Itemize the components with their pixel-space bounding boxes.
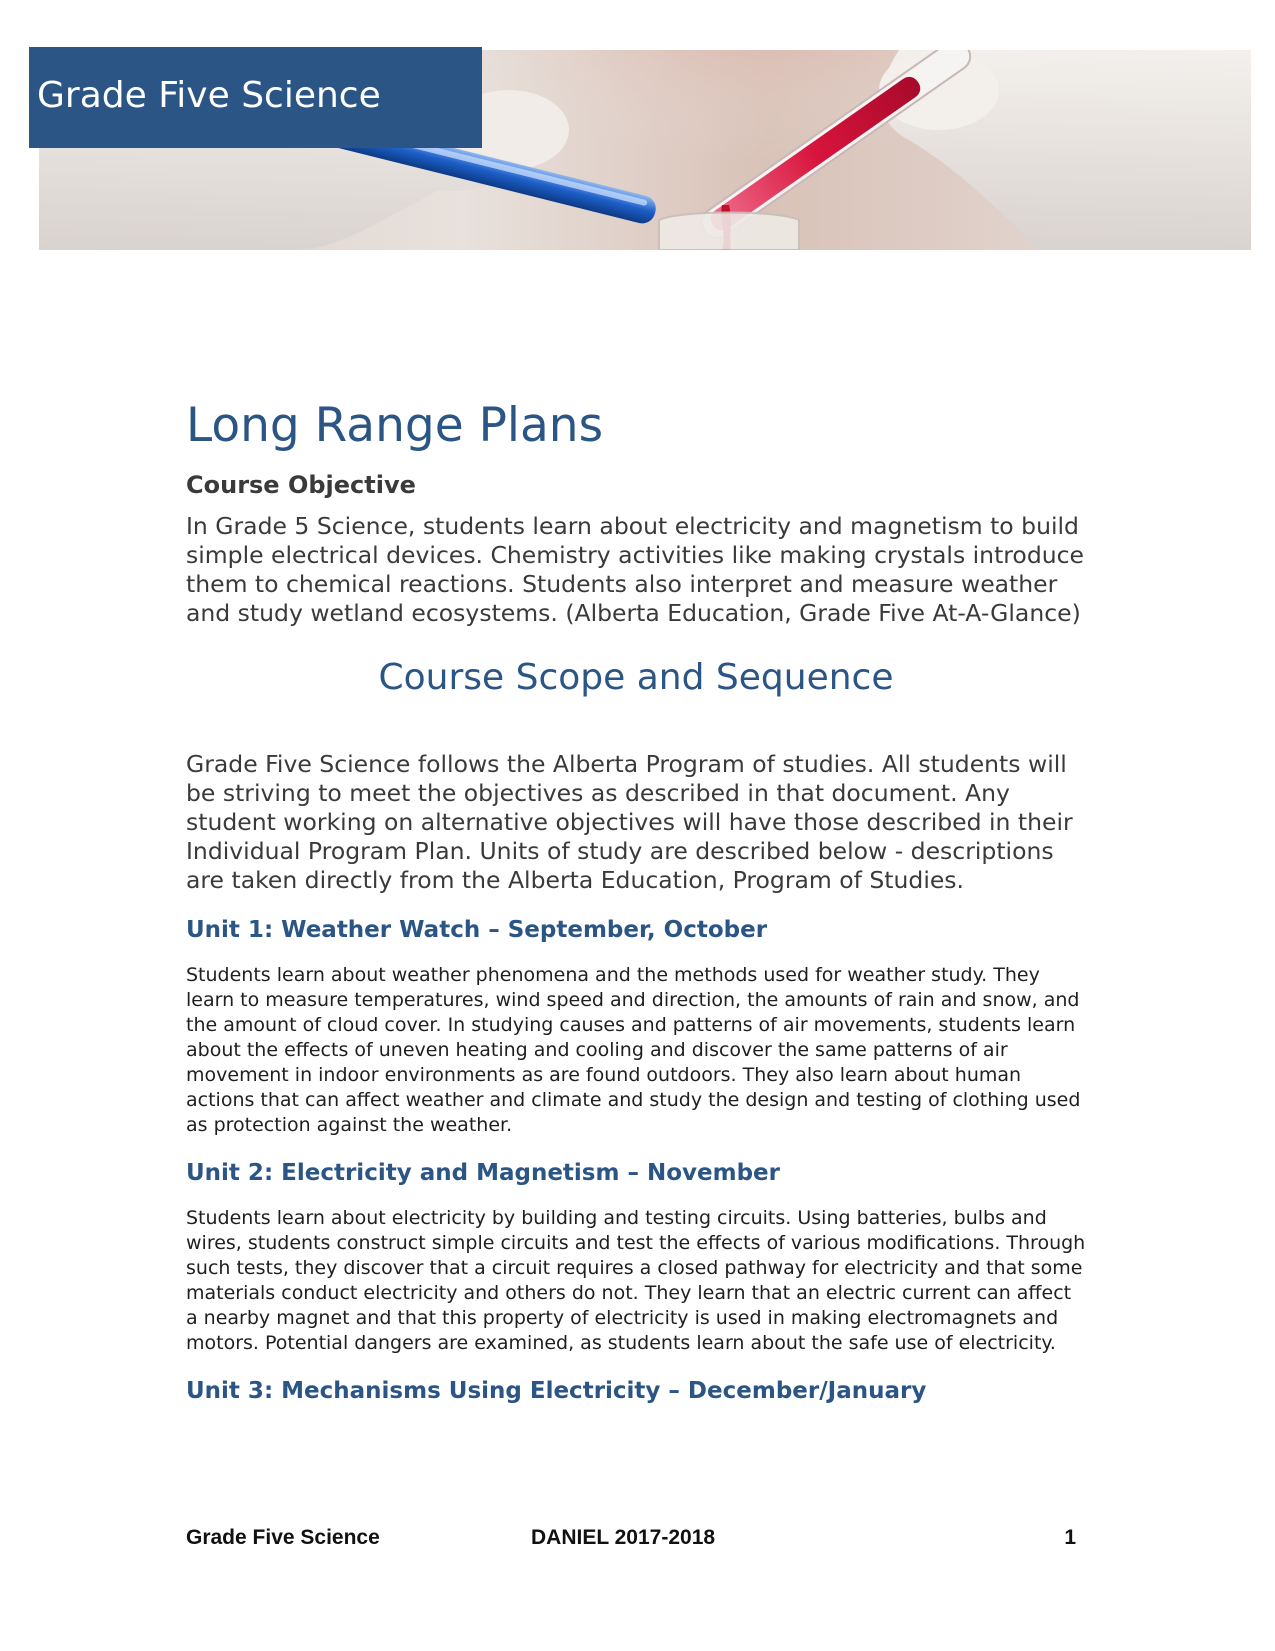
- unit-2-description: Students learn about electricity by building and testing circuits. Using batteries, bulbs and wires, students construct simple circuits and test the effects of various modifications. Through such tests, they discover that a circuit requires a closed pathway for electricity and that some materials conduct electricity and others do not. They learn that an electric current can affect a nearby magnet and that this property of electricity is used in making electromagnets and motors. Potential dangers are examined, as students learn about the safe use of electricity.: [186, 1207, 1086, 1354]
- unit-1-heading: Unit 1: Weather Watch – September, October: [186, 917, 768, 943]
- page-number: 1: [1064, 1526, 1076, 1549]
- scope-title: Course Scope and Sequence: [378, 657, 894, 698]
- footer-author-year: DANIEL 2017-2018: [531, 1526, 716, 1549]
- document-body: [186, 396, 1086, 1406]
- page-title: Long Range Plans: [186, 398, 604, 453]
- banner-title-box: [29, 47, 482, 148]
- banner-title: Grade Five Science: [37, 75, 381, 116]
- scope-paragraph: Grade Five Science follows the Alberta Program of studies. All students will be striving to meet the objectives as described in that document. Any student working on alternative objectives will have those described in their Individual Program Plan. Units of study are described below - descriptions are taken directly from the Alberta Education, Program of Studies.: [186, 750, 1073, 894]
- unit-1-description: Students learn about weather phenomena and the methods used for weather study. They learn to measure temperatures, wind speed and direction, the amounts of rain and snow, and the amount of cloud cover. In studying causes and patterns of air movements, students learn about the effects of uneven heating and cooling and discover the same patterns of air movement in indoor environments as are found outdoors. They also learn about human actions that can affect weather and climate and study the design and testing of clothing used as protection against the weather.: [186, 964, 1081, 1136]
- objective-heading: Course Objective: [186, 471, 416, 499]
- objective-paragraph: In Grade 5 Science, students learn about electricity and magnetism to build simple electrical devices. Chemistry activities like making crystals introduce them to chemical reactions. Students also interpret and measure weather and study wetland ecosystems. (Alberta Education, Grade Five At-A-Glance): [186, 512, 1085, 627]
- unit-2-heading: Unit 2: Electricity and Magnetism – November: [186, 1160, 780, 1186]
- unit-3-heading: Unit 3: Mechanisms Using Electricity – December/January: [186, 1378, 927, 1404]
- footer-course-name: Grade Five Science: [186, 1526, 380, 1549]
- page-footer: [186, 1526, 1076, 1556]
